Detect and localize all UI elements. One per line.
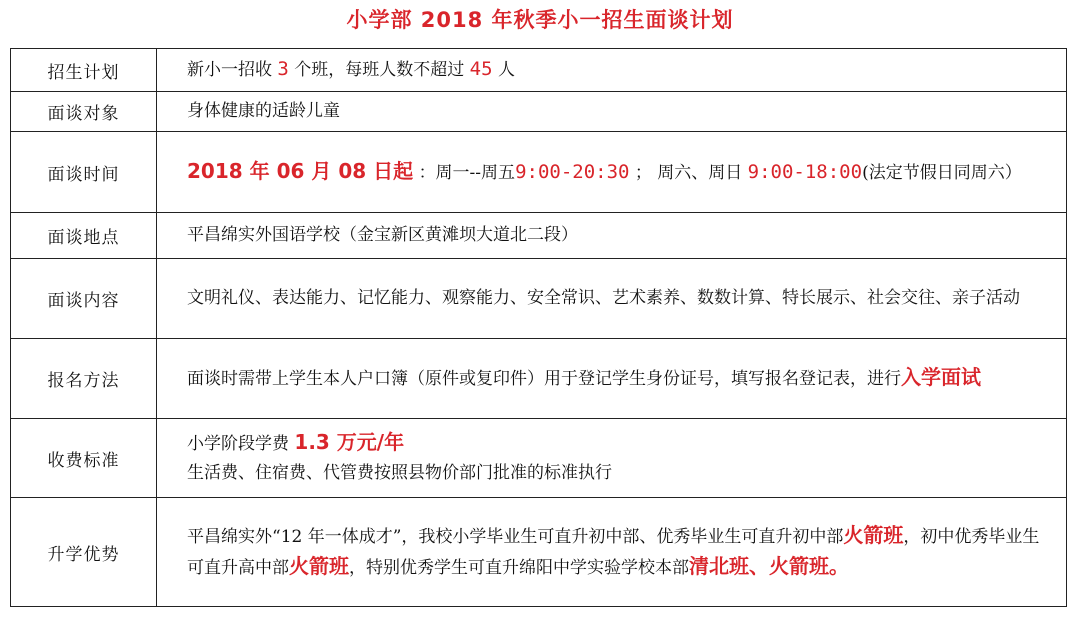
row-value [157,49,1067,92]
weekday-hours: 9:00-20:30 [515,160,630,183]
row-label: 报名方法 [11,339,157,419]
entrance-interview-highlight: 入学面试 [901,365,981,389]
row-label: 招生计划 [11,49,157,92]
other-fees-text: 生活费、住宿费、代管费按照县物价部门批准的标准执行 [187,463,612,483]
row-label: 面谈时间 [11,132,157,213]
table-row [11,259,1067,339]
start-date: 2018 年 06 月 08 日起 [187,158,414,183]
holiday-note: (法定节假日同周六） [862,162,1022,183]
row-value [157,419,1067,498]
enroll-text-3: 人 [497,60,515,80]
row-label: 面谈内容 [11,259,157,339]
row-value [157,339,1067,419]
weekend-text: ； 周六、周日 [634,162,743,183]
table-row [11,92,1067,132]
table-row [11,49,1067,92]
row-value: 身体健康的适龄儿童 [157,92,1067,132]
table-row [11,132,1067,213]
weekday-text: ：周一--周五 [418,162,516,183]
weekend-hours: 9:00-18:00 [747,160,863,183]
row-value: 平昌绵实外国语学校（金宝新区黄滩坝大道北二段） [157,213,1067,259]
enroll-text-2: 个班，每班人数不超过 [294,60,465,80]
elite-class-highlight: 清北班、火箭班。 [689,554,849,578]
tuition-amount: 1.3 万元/年 [294,430,405,454]
row-value [157,132,1067,213]
table-row [11,213,1067,259]
rocket-class-highlight-2: 火箭班 [289,554,349,578]
row-value [157,498,1067,607]
registration-text: 面谈时需带上学生本人户口簿（原件或复印件）用于登记学生身份证号，填写报名登记表，进行 [187,369,901,389]
enrollment-plan-table [10,48,1067,607]
class-size-limit: 45 [469,58,493,80]
advantage-text-3: ，特别优秀学生可直升绵阳中学实验学校本部 [349,558,689,578]
page-title: 小学部 2018 年秋季小一招生面谈计划 [346,8,734,32]
row-value: 文明礼仪、表达能力、记忆能力、观察能力、安全常识、艺术素养、数数计算、特长展示、社会交往、亲子活动 [157,259,1067,339]
row-label: 收费标准 [11,419,157,498]
row-label: 面谈对象 [11,92,157,132]
table-row [11,419,1067,498]
tuition-text: 小学阶段学费 [187,434,289,454]
row-label: 升学优势 [11,498,157,607]
enroll-text-1: 新小一招收 [187,60,272,80]
rocket-class-highlight-1: 火箭班 [843,523,904,547]
advantage-text-1: 平昌绵实外“12 年一体成才”，我校小学毕业生可直升初中部、优秀毕业生可直升初中部 [187,527,844,547]
advantage-text-2: ，初中优秀毕业生可直升高中部 [187,527,1040,578]
table-row [11,339,1067,419]
row-label: 面谈地点 [11,213,157,259]
class-count: 3 [277,58,289,80]
table-row [11,498,1067,607]
